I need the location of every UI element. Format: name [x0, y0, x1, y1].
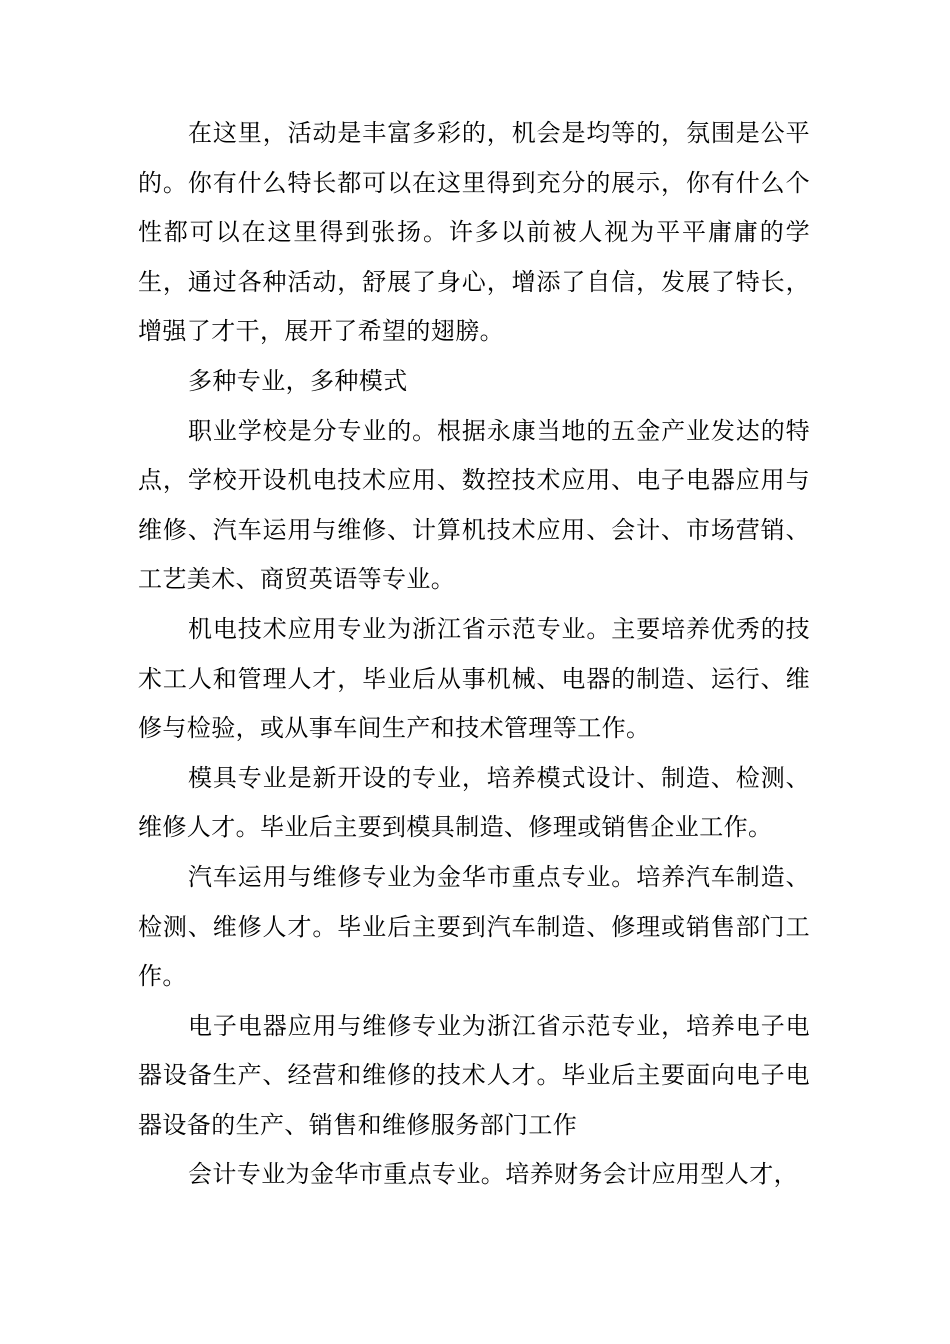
paragraph-activities: 在这里，活动是丰富多彩的，机会是均等的，氛围是公平的。你有什么特长都可以在这里得到充分的展示，你有什么个性都可以在这里得到张扬。许多以前被人视为平平庸庸的学生，通过各种活动，舒展了身心，增添了自信，发展了特长，增强了才干，展开了希望的翅膀。 [138, 119, 810, 346]
section-heading-majors: 多种专业，多种模式 [188, 366, 408, 395]
paragraph-electronics: 电子电器应用与维修专业为浙江省示范专业，培养电子电器设备生产、经营和维修的技术人才。毕业后主要面向电子电器设备的生产、销售和维修服务部门工作 [138, 1011, 810, 1139]
paragraph-accounting: 会计专业为金华市重点专业。培养财务会计应用型人才， [188, 1160, 798, 1189]
paragraph-mechatronics: 机电技术应用专业为浙江省示范专业。主要培养优秀的技术工人和管理人才，毕业后从事机械、电器的制造、运行、维修与检验，或从事车间生产和技术管理等工作。 [138, 614, 810, 743]
paragraph-majors-overview: 职业学校是分专业的。根据永康当地的五金产业发达的特点，学校开设机电技术应用、数控技术应用、电子电器应用与维修、汽车运用与维修、计算机技术应用、会计、市场营销、工艺美术、商贸英语等专业。 [138, 416, 810, 594]
paragraph-automotive: 汽车运用与维修专业为金华市重点专业。培养汽车制造、检测、维修人才。毕业后主要到汽车制造、修理或销售部门工作。 [138, 862, 810, 991]
document-body [138, 109, 810, 1200]
paragraph-mold: 模具专业是新开设的专业，培养模式设计、制造、检测、维修人才。毕业后主要到模具制造、修理或销售企业工作。 [138, 763, 810, 842]
